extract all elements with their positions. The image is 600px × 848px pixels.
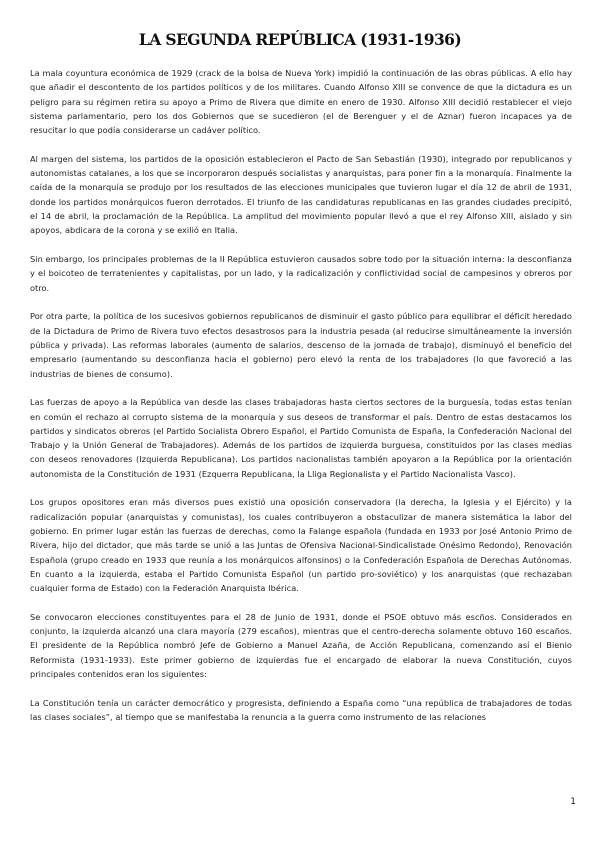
paragraph-constitucion: La Constitución tenía un carácter democrático y progresista, definiendo a España como “una república de trabajadores de todas las clases sociales”, al tiempo que se manifestaba la renuncia a la guerra como instrumento de las relaciones [30, 697, 572, 723]
paragraph-gasto-publico: Por otra parte, la política de los sucesivos gobiernos republicanos de disminuir el gasto público para equilibrar el déficit heredado de la Dictadura de Primo de Rivera tuvo efectos desastrosos para la industria pesada (al reducirse simultáneamente la inversión pública y privada). Las reformas laborales (aumento de salarios, descenso de la jornada de trabajo), disminuyó el beneficio del empresario (aumentando su desconfianza hacia el gobierno) pero elevó la renta de los trabajadores (lo que favoreció a las industrias de bienes de consumo). [30, 311, 572, 379]
paragraph-problemas-internos: Sin embargo, los principales problemas de la II República estuvieron causados sobre todo por la situación interna: la desconfianza y el boicoteo de terratenientes y capitalistas, por un lado, y la radicalización y conflictividad social de campesinos y obreros por otro. [30, 254, 572, 293]
page-title: LA SEGUNDA REPÚBLICA (1931-1936) [138, 30, 462, 49]
document-body [30, 66, 572, 739]
paragraph-fuerzas-apoyo: Las fuerzas de apoyo a la República van desde las clases trabajadoras hasta ciertos sectores de la burguesía, todas estas tenían en común el rechazo al corrupto sistema de la monarquía y sus deseos de transformar el país. Dentro de estas destacamos los partidos y sindicatos obreros (el Partido Socialista Obrero Español, el Partido Comunista de España, la Confederación Nacional del Trabajo y la Unión General de Trabajadores). Además de los partidos de izquierda burguesa, constituidos por las clases medias con deseos renovadores (Izquierda Republicana). Los partidos nacionalistas también apoyaron a la República por la orientación autonomista de la Constitución de 1931 (Ezquerra Republicana, la Lliga Regionalista y el Partido Nacionalista Vasco). [30, 397, 572, 479]
page-number: 1 [570, 797, 576, 807]
paragraph-pacto-san-sebastian: Al margen del sistema, los partidos de la oposición establecieron el Pacto de San Sebastián (1930), integrado por republicanos y autonomistas catalanes, a los que se incorporaron después socialistas y anarquistas, para poner fin a la monarquía. Finalmente la caída de la monarquía se produjo por los resultados de las elecciones municipales que tuvieron lugar el día 12 de abril de 1931, donde los partidos monárquicos fueron derrotados. El triunfo de las candidaturas republicanas en las grandes ciudades precipitó, el 14 de abril, la proclamación de la República. La amplitud del movimiento popular llevó a que el rey Alfonso XIII, aislado y sin apoyos, abdicara de la corona y se exilió en Italia. [30, 153, 572, 236]
paragraph-grupos-opositores: Los grupos opositores eran más diversos pues existió una oposición conservadora (la derecha, la Iglesia y el Ejército) y la radicalización popular (anarquistas y comunistas), los cuales contribuyeron a obstaculizar de manera sistemática la labor del gobierno. En primer lugar están las fuerzas de derechas, como la Falange española (fundada en 1933 por José Antonio Primo de Rivera, hijo del dictador, que más tarde se unió a las Juntas de Ofensiva Nacional-Sindicalistade Onésimo Redondo), Renovación Española (grupo creado en 1933 que reunía a los monárquicos alfonsinos) o la Confederación Española de Derechas Autónomas. En cuanto a la izquierda, estaba el Partido Comunista Español (un partido pro-soviético) y los anarquistas (que rechazaban cualquier forma de Estado) con la Federación Anarquista Ibérica. [30, 497, 572, 594]
paragraph-elecciones-1931: Se convocaron elecciones constituyentes para el 28 de Junio de 1931, donde el PSOE obtuvo más escños. Considerados en conjunto, la izquierda alcanzó una clara mayoría (279 escaños), mientras que el centro-derecha solamente obtuvo 160 escaños. El presidente de la República nombró Jefe de Gobierno a Manuel Azaña, de Acción Republicana, comenzando así el Bienio Reformista (1931-1933). Este primer gobierno de izquierdas fue el encargado de elaborar la nueva Constitución, cuyos principales contenidos eran los siguientes: [30, 611, 572, 680]
paragraph-crisis-1929: La mala coyuntura económica de 1929 (crack de la bolsa de Nueva York) impidió la continuación de las obras públicas. A ello hay que añadir el descontento de los partidos políticos y de los militares. Cuando Alfonso XIII se convence de que la dictadura es un peligro para su régimen retira su apoyo a Primo de Rivera que dimite en enero de 1930. Alfonso XIII decidió restablecer el viejo sistema parlamentario, pero los dos Gobiernos que se sucedieron (el de Berenguer y el de Aznar) fueron incapaces ya de resucitar lo que podía considerarse un cadáver político. [30, 68, 572, 136]
